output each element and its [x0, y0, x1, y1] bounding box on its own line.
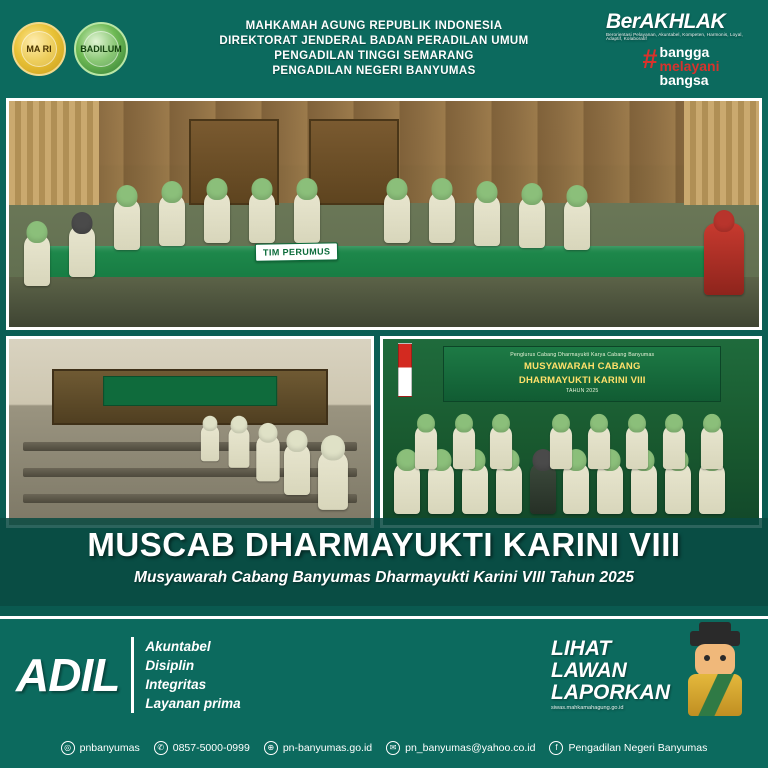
contact-email-label: pn_banyumas@yahoo.co.id	[405, 742, 536, 754]
poster-footer	[0, 616, 768, 768]
berakhlak-title: BerAKHLAK	[606, 9, 726, 33]
lapor-line-1: LIHAT	[551, 637, 612, 660]
mascot-sash	[688, 674, 742, 716]
floor	[9, 277, 759, 327]
attendee	[249, 191, 275, 243]
footer-main	[0, 619, 768, 731]
contact-email[interactable]	[386, 741, 535, 755]
event-banner-line-2: DHARMAYUKTI KARINI VIII	[518, 374, 646, 386]
door-right	[309, 119, 399, 205]
contact-website[interactable]	[264, 741, 372, 755]
photo-collage	[0, 98, 768, 528]
meeting-room-scene	[9, 101, 759, 327]
lihat-lawan-laporkan-block	[551, 638, 678, 712]
attendee	[69, 225, 95, 277]
group-member	[490, 425, 512, 469]
attendee	[384, 191, 410, 243]
adil-value-3: Integritas	[145, 677, 207, 692]
attendee	[284, 443, 310, 495]
attendee	[519, 196, 545, 248]
attendee	[24, 234, 50, 286]
attendee	[256, 435, 279, 482]
event-subtitle: Musyawarah Cabang Banyumas Dharmayukti Karini VIII Tahun 2025	[134, 568, 634, 586]
adil-value-2: Disiplin	[145, 657, 195, 673]
bangga-line-1: bangga	[659, 43, 710, 60]
adil-value-1: Akuntabel	[145, 638, 211, 654]
courtroom-scene	[9, 339, 371, 525]
berakhlak-subtitle: Berorientasi Pelayanan, Akuntabel, Kompeten, Harmonis, Loyal, Adaptif, Kolaboratif	[606, 31, 743, 42]
attendee	[564, 198, 590, 250]
berakhlak-logo	[606, 11, 756, 42]
courtroom-session-photo	[6, 336, 374, 528]
group-member	[496, 462, 522, 514]
logo-group	[12, 22, 142, 76]
adil-value-4: Layanan prima	[145, 696, 241, 712]
group-member	[453, 425, 475, 469]
event-banner	[443, 346, 721, 402]
group-member	[701, 425, 723, 469]
group-member	[597, 462, 623, 514]
event-banner-line-3: TAHUN 2025	[566, 387, 599, 394]
event-banner-pretitle: Penglurus Cabang Dharmayukti Karya Cabang Banyumas	[510, 352, 655, 359]
badilum-logo-icon	[74, 22, 128, 76]
contact-phone[interactable]	[154, 741, 250, 755]
group-member	[415, 425, 437, 469]
indonesian-flag-icon	[398, 343, 412, 397]
instagram-icon: ◎	[61, 741, 75, 755]
mail-icon: ✉	[386, 741, 400, 755]
group-member	[663, 425, 685, 469]
attendee	[429, 191, 455, 243]
bangga-line-3: bangsa	[659, 72, 709, 89]
bangga-melayani-bangsa-logo	[643, 45, 720, 88]
mahkamah-agung-logo-icon	[12, 22, 66, 76]
institution-line-3: PENGADILAN TINGGI SEMARANG	[274, 50, 474, 62]
contact-facebook[interactable]	[549, 741, 707, 755]
siwas-url: siwas.mahkamahagung.go.id	[551, 705, 624, 712]
event-title: MUSCAB DHARMAYUKTI KARINI VIII	[87, 526, 681, 563]
contact-bar	[0, 728, 768, 768]
photo-row-bottom	[6, 336, 762, 528]
hash-icon: #	[642, 43, 658, 74]
group-member	[631, 462, 657, 514]
tim-perumus-sign: TIM PERUMUS	[255, 242, 339, 261]
contact-phone-label: 0857-5000-0999	[172, 742, 250, 754]
group-member	[550, 425, 572, 469]
institution-titles	[142, 19, 606, 80]
group-member	[530, 462, 556, 514]
lapor-line-2: LAWAN	[551, 659, 627, 683]
group-member	[699, 462, 725, 514]
contact-instagram[interactable]	[61, 741, 140, 755]
attendee	[204, 191, 230, 243]
globe-icon: ⊕	[264, 741, 278, 755]
contact-instagram-label: pnbanyumas	[79, 742, 140, 754]
courtroom-banner	[103, 376, 277, 406]
group-member	[563, 462, 589, 514]
event-banner-line-1: MUSYAWARAH CABANG	[524, 360, 641, 372]
attendee	[318, 451, 348, 511]
attendee	[159, 194, 185, 246]
curtain-left	[9, 101, 99, 205]
group-member	[428, 462, 454, 514]
berakhlak-block	[606, 11, 756, 88]
attendee	[294, 191, 320, 243]
adil-wordmark: ADIL	[16, 649, 120, 701]
attendee	[201, 425, 219, 461]
attendee	[229, 426, 250, 468]
attendee	[114, 198, 140, 250]
mascot-head	[695, 644, 735, 676]
attendee	[474, 194, 500, 246]
badilum-logo-label: BADILUM	[83, 31, 119, 67]
contact-website-label: pn-banyumas.go.id	[282, 742, 373, 754]
meeting-room-photo	[6, 98, 762, 330]
institution-line-4: PENGADILAN NEGERI BANYUMAS	[272, 65, 476, 78]
lapor-line-3: LAPORKAN	[551, 681, 670, 705]
bangga-line-2: melayani	[659, 57, 720, 74]
bench-row	[23, 494, 356, 503]
group-member	[626, 425, 648, 469]
group-member	[588, 425, 610, 469]
group-photo-scene	[383, 339, 759, 525]
mahkamah-agung-logo-label: MA RI	[21, 31, 57, 67]
mascot-eye-right	[720, 655, 726, 661]
contact-facebook-label: Pengadilan Negeri Banyumas	[568, 742, 708, 754]
mascot-icon	[678, 629, 752, 721]
attendee-foreground	[704, 223, 744, 295]
event-title-block	[0, 518, 768, 606]
group-member	[462, 462, 488, 514]
institution-line-1: MAHKAMAH AGUNG REPUBLIK INDONESIA	[245, 19, 503, 32]
facebook-icon: f	[549, 741, 563, 755]
curtain-right	[684, 101, 759, 205]
phone-icon: ✆	[154, 741, 168, 755]
adil-values-list	[131, 637, 240, 714]
mascot-eye-left	[704, 655, 710, 661]
poster-header	[0, 0, 768, 98]
institution-line-2: DIREKTORAT JENDERAL BADAN PERADILAN UMUM	[219, 34, 529, 47]
group-photo	[380, 336, 762, 528]
group-member	[394, 462, 420, 514]
group-member	[665, 462, 691, 514]
